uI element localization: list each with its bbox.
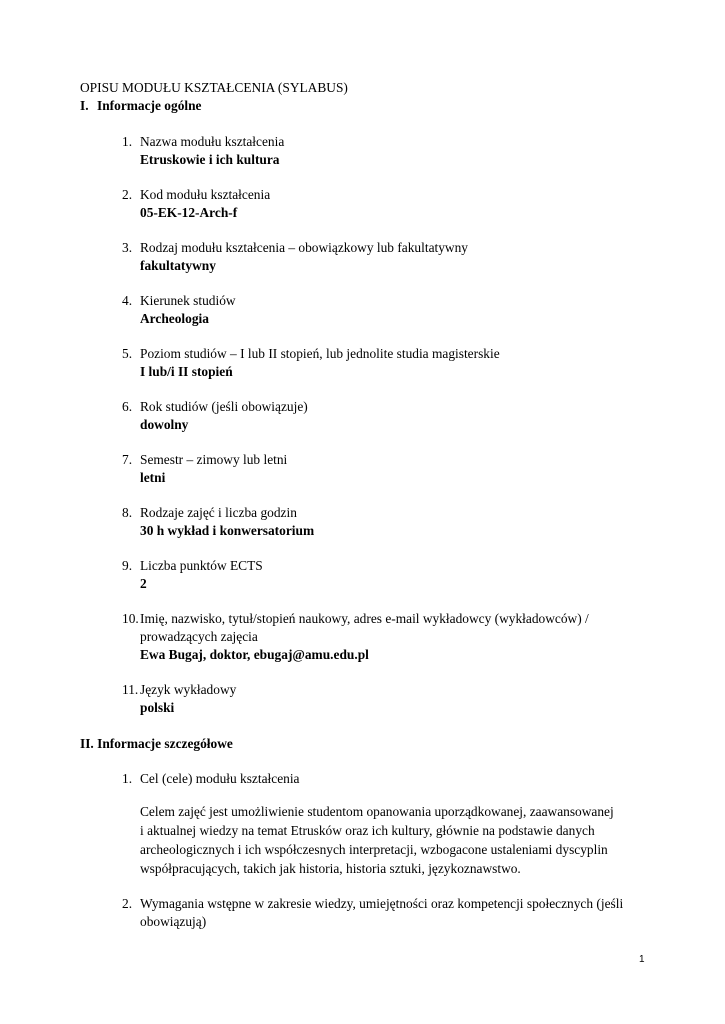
item-label-continued: prowadzących zajęcia xyxy=(140,629,258,644)
item-label: Rok studiów (jeśli obowiązuje) xyxy=(140,399,308,414)
item-label: Język wykładowy xyxy=(140,682,237,697)
item-value: letni xyxy=(140,470,166,485)
item-number: 9. xyxy=(122,558,133,573)
item-label: Wymagania wstępne w zakresie wiedzy, umiejętności oraz kompetencji społecznych (jeśli xyxy=(140,896,624,911)
paragraph-line: Celem zajęć jest umożliwienie studentom opanowania uporządkowanej, zaawansowanej xyxy=(140,804,614,819)
item-value: Ewa Bugaj, doktor, ebugaj@amu.edu.pl xyxy=(140,647,369,662)
section1-number: I. xyxy=(80,98,89,113)
item-number: 5. xyxy=(122,346,133,361)
item-number: 2. xyxy=(122,187,133,202)
item-label: Kierunek studiów xyxy=(140,293,236,308)
item-label: Cel (cele) modułu kształcenia xyxy=(140,771,300,786)
item-label: Poziom studiów – I lub II stopień, lub jednolite studia magisterskie xyxy=(140,346,500,361)
item-value: I lub/i II stopień xyxy=(140,364,233,379)
document-title: OPISU MODUŁU KSZTAŁCENIA (SYLABUS) xyxy=(80,80,348,95)
item-label: Kod modułu kształcenia xyxy=(140,187,271,202)
item-label: Nazwa modułu kształcenia xyxy=(140,134,285,149)
item-number: 6. xyxy=(122,399,133,414)
item-value: 30 h wykład i konwersatorium xyxy=(140,523,315,538)
item-value: Etruskowie i ich kultura xyxy=(140,152,280,167)
item-value: polski xyxy=(140,700,175,715)
paragraph-line: i aktualnej wiedzy na temat Etrusków oraz ich kultury, głównie na podstawie danych xyxy=(140,823,595,838)
item-number: 3. xyxy=(122,240,133,255)
item-value: 2 xyxy=(140,576,147,591)
item-value: fakultatywny xyxy=(140,258,216,273)
paragraph-line: archeologicznych i ich współczesnych interpretacji, wzbogacone ustaleniami dyscyplin xyxy=(140,842,608,857)
item-label: Rodzaje zajęć i liczba godzin xyxy=(140,505,297,520)
item-label: Semestr – zimowy lub letni xyxy=(140,452,288,467)
item-label: Rodzaj modułu kształcenia – obowiązkowy lub fakultatywny xyxy=(140,240,468,255)
item-number: 1. xyxy=(122,771,133,786)
item-label: Imię, nazwisko, tytuł/stopień naukowy, adres e-mail wykładowcy (wykładowców) / xyxy=(140,611,589,626)
item-number: 10. xyxy=(122,611,139,626)
item-value: dowolny xyxy=(140,417,189,432)
item-number: 2. xyxy=(122,896,133,911)
item-number: 1. xyxy=(122,134,133,149)
section2-title: II. Informacje szczegółowe xyxy=(80,736,233,751)
paragraph-line: współpracujących, takich jak historia, historia sztuki, językoznawstwo. xyxy=(140,861,521,876)
page-number: 1 xyxy=(639,954,645,965)
item-label-continued: obowiązują) xyxy=(140,914,207,929)
section1-title: Informacje ogólne xyxy=(97,98,202,113)
item-number: 11. xyxy=(122,682,139,697)
item-number: 7. xyxy=(122,452,133,467)
item-number: 4. xyxy=(122,293,133,308)
item-value: 05-EK-12-Arch-f xyxy=(140,205,238,220)
item-label: Liczba punktów ECTS xyxy=(140,558,263,573)
item-number: 8. xyxy=(122,505,133,520)
item-value: Archeologia xyxy=(140,311,209,326)
